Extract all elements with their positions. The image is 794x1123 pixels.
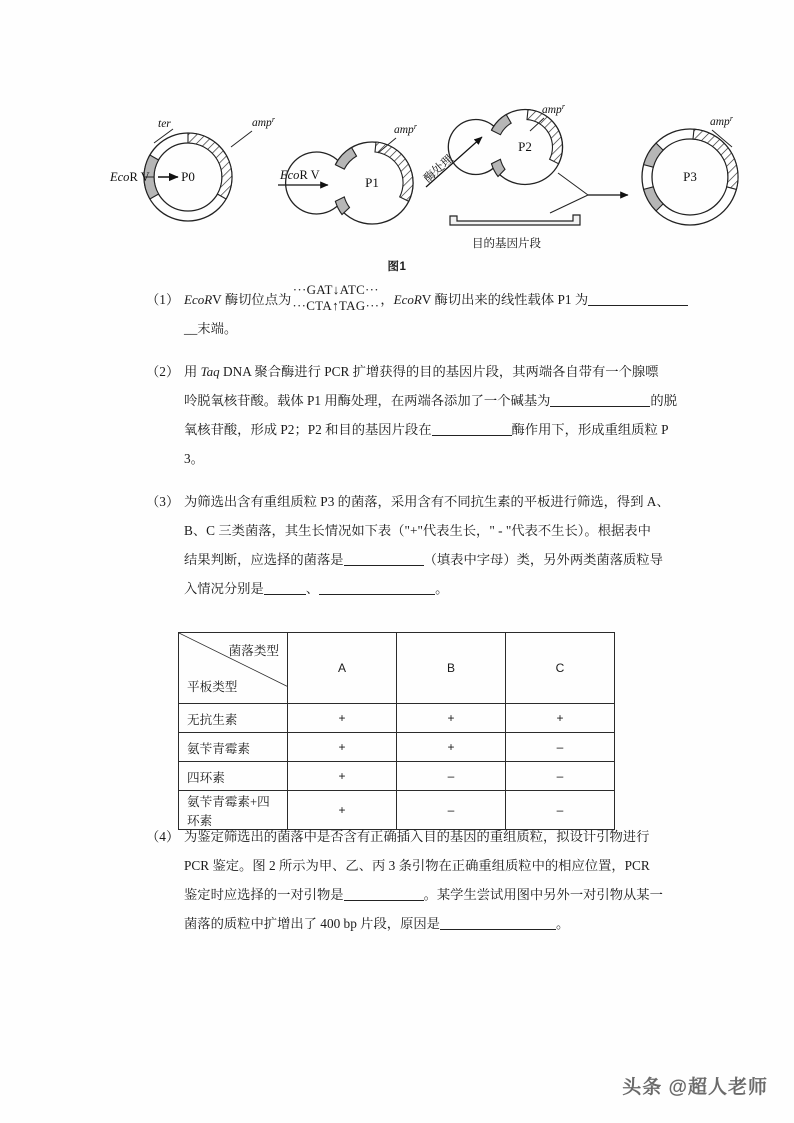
p3-amp-label: amp$^r$: [710, 114, 733, 128]
q1-ecorv-italic: EcoR: [184, 292, 213, 307]
answer-blank-q1-1[interactable]: [588, 305, 688, 306]
ecorv-label-mid: EcoR V: [280, 168, 320, 182]
table-cell-1-0: +: [288, 733, 397, 762]
table-cell-0-0: +: [288, 704, 397, 733]
q2-l2-a: 呤脱氧核苷酸。载体 P1 用酶处理，在两端各添加了一个碱基为: [184, 393, 551, 408]
table-row: [179, 704, 615, 733]
q2-l2-b: 的脱: [650, 393, 678, 408]
answer-blank-q4-1[interactable]: [344, 900, 424, 901]
plasmid-p3: [642, 129, 738, 225]
sequence-top-strand: ···GAT↓ATC···: [292, 282, 379, 297]
question-2-line-4: 3。: [184, 451, 204, 466]
q4-l4-a: 菌落的质粒中扩增出了 400 bp 片段，原因是: [184, 916, 440, 931]
q3-l4-c: 。: [435, 581, 449, 596]
question-2-line-1: [184, 357, 680, 386]
question-1-line-2: __末端。: [184, 321, 238, 336]
plasmid-p1-label: P1: [365, 175, 379, 190]
answer-blank-q2-1[interactable]: [550, 406, 650, 407]
question-4-line-3: [184, 880, 680, 909]
answer-blank-q3-2[interactable]: [264, 594, 306, 595]
table-cell-0-1: +: [397, 704, 506, 733]
table-col-header-a: A: [288, 633, 397, 704]
target-fragment-label: 目的基因片段: [472, 238, 541, 250]
question-3: [146, 487, 680, 603]
q3-l4-b: 、: [305, 581, 320, 596]
colony-growth-table: [178, 632, 615, 830]
watermark: 头条 @超人老师: [622, 1077, 768, 1098]
table-cell-3-1: –: [397, 791, 506, 830]
table-row-label-0: 无抗生素: [179, 704, 288, 733]
plasmid-p0-label: P0: [181, 169, 195, 184]
restriction-site-sequence: [292, 282, 380, 313]
answer-blank-q3-3[interactable]: [319, 594, 435, 595]
table-cell-3-2: –: [506, 791, 615, 830]
table-header-row: [179, 633, 615, 704]
plasmid-p2: [448, 110, 562, 185]
ecorv-label-left: EcoR V: [110, 170, 150, 184]
questions-container-lower: [146, 822, 680, 952]
questions-container: [146, 282, 680, 617]
table-row-label-1: 氨苄青霉素: [179, 733, 288, 762]
question-3-line-2: B、C 三类菌落，其生长情况如下表（"+"代表生长，" - "代表不生长）。根据表中: [184, 523, 651, 538]
q3-l3-a: 结果判断，应选择的菌落是: [184, 552, 344, 567]
table-corner-cell: [179, 633, 288, 704]
answer-blank-q3-1[interactable]: [344, 565, 424, 566]
question-1-number: （1）: [146, 292, 180, 307]
enzyme-treat-label: 酶处理: [421, 153, 456, 186]
question-4-line-4: [184, 909, 680, 938]
q1-comma: ，: [380, 292, 394, 307]
plasmid-p2-label: P2: [518, 139, 532, 154]
q2-pre: 用: [184, 364, 201, 379]
table-cell-0-2: +: [506, 704, 615, 733]
table-cell-3-0: +: [288, 791, 397, 830]
q1-text-a: V 酶切位点为: [212, 292, 292, 307]
question-3-line-3: [184, 545, 680, 574]
q1-text-b: V 酶切出来的线性载体 P1 为: [421, 292, 589, 307]
q2-l3-a: 氧核苷酸，形成 P2；P2 和目的基因片段在: [184, 422, 432, 437]
question-2: [146, 357, 680, 473]
question-1: [146, 282, 680, 343]
q4-l3-b: 。某学生尝试用图中另外一对引物从某一: [423, 887, 663, 902]
table-col-header-b: B: [397, 633, 506, 704]
plasmid-p1: [286, 142, 413, 224]
table-row-label-3: 氨苄青霉素+四环素: [179, 791, 288, 830]
p0-ter-label: ter: [158, 118, 171, 130]
table-row: [179, 762, 615, 791]
q3-l4-a: 入情况分别是: [184, 581, 264, 596]
table-col-header-c: C: [506, 633, 615, 704]
q2-post: DNA 聚合酶进行 PCR 扩增获得的目的基因片段，其两端各自带有一个腺嘌: [219, 364, 659, 379]
question-3-line-1: 为筛选出含有重组质粒 P3 的菌落，采用含有不同抗生素的平板进行筛选，得到 A、: [184, 494, 670, 509]
table-row-label-2: 四环素: [179, 762, 288, 791]
table-cell-1-1: +: [397, 733, 506, 762]
colony-growth-table-wrapper: [178, 632, 615, 830]
q2-l3-b: 酶作用下，形成重组质粒 P: [511, 422, 669, 437]
question-4-number: （4）: [146, 829, 180, 844]
q4-l4-b: 。: [555, 916, 570, 931]
question-4: [146, 822, 680, 938]
question-4-line-1: 为鉴定筛选出的菌落中是否含有正确插入目的基因的重组质粒，拟设计引物进行: [184, 829, 650, 844]
question-4-line-2: PCR 鉴定。图 2 所示为甲、乙、丙 3 条引物在正确重组质粒中的相应位置，PCR: [184, 858, 650, 873]
question-2-number: （2）: [146, 364, 180, 379]
q3-l3-b: （填表中字母）类，另外两类菌落质粒导: [423, 552, 663, 567]
q2-taq-italic: Taq: [200, 364, 220, 379]
sequence-bottom-strand: ···CTA↑TAG···: [292, 298, 380, 313]
q4-l3-a: 鉴定时应选择的一对引物是: [184, 887, 344, 902]
plasmid-p0: [144, 133, 232, 221]
target-gene-fragment: [450, 215, 580, 225]
question-3-line-4: [184, 574, 680, 603]
q1-ecorv-italic-2: EcoR: [393, 292, 422, 307]
table-cell-2-1: –: [397, 762, 506, 791]
answer-blank-q4-2[interactable]: [440, 929, 556, 930]
table-cell-2-0: +: [288, 762, 397, 791]
table-col-group-label: 菌落类型: [228, 644, 279, 658]
figure-1-caption: 图1: [387, 261, 407, 273]
p1-amp-label: amp$^r$: [394, 122, 417, 136]
table-row: [179, 733, 615, 762]
question-1-line-1: [184, 282, 680, 314]
question-3-number: （3）: [146, 494, 180, 509]
figure-1-diagram: [110, 95, 733, 260]
question-2-line-2: [184, 386, 680, 415]
p0-amp-label: amp$^r$: [252, 115, 275, 129]
answer-blank-q2-2[interactable]: [432, 435, 512, 436]
question-2-line-3: [184, 415, 680, 444]
table-cell-1-2: –: [506, 733, 615, 762]
p2-amp-label: amp$^r$: [542, 102, 565, 116]
table-cell-2-2: –: [506, 762, 615, 791]
table-row-group-label: 平板类型: [187, 680, 238, 694]
plasmid-p3-label: P3: [683, 169, 697, 184]
